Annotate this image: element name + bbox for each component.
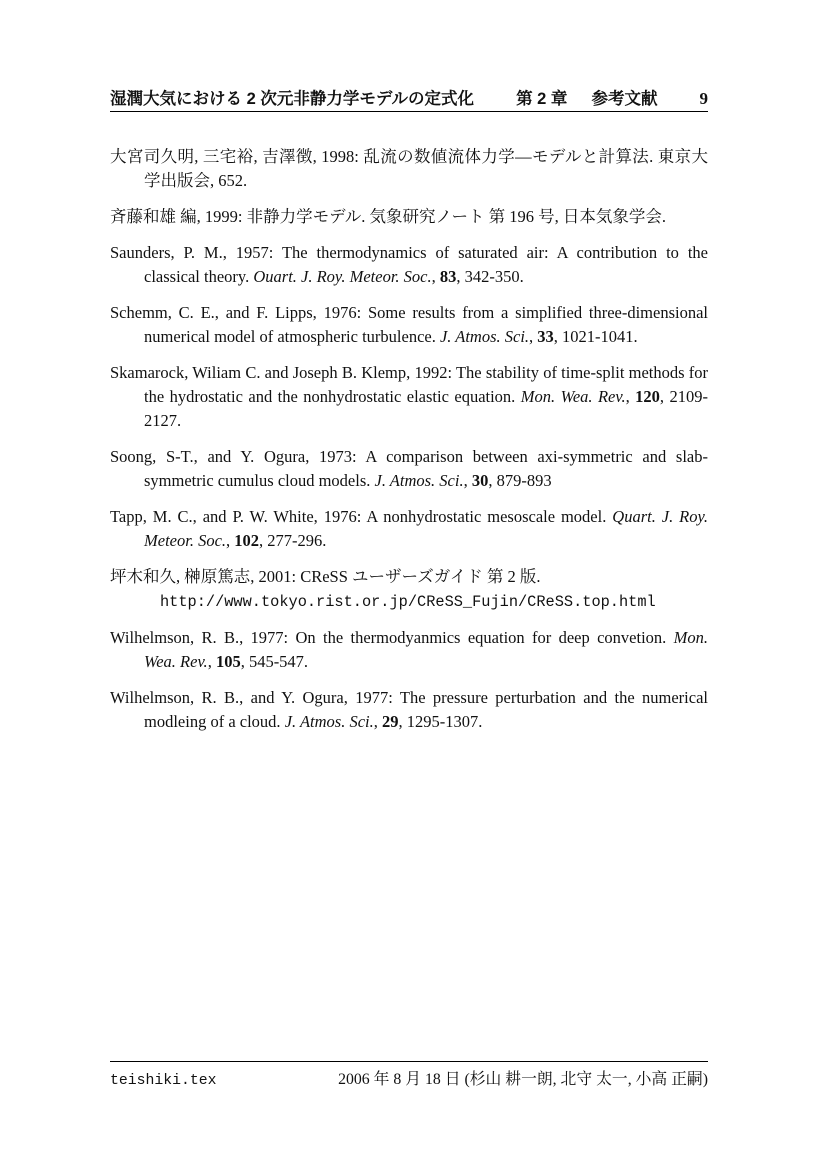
reference-entry: Skamarock, Wiliam C. and Joseph B. Klemp, 1992: The stability of time-split methods for the hydrostatic and the nonhydrostatic elastic equation. Mon. Wea. Rev., 120, 2109-2127. — [110, 363, 708, 430]
header-rule — [110, 111, 708, 112]
references-list — [110, 145, 708, 734]
reference-entry: Saunders, P. M., 1957: The thermodynamics of saturated air: A contribution to the classical theory. Ouart. J. Roy. Meteor. Soc., 83, 342-350. — [110, 243, 708, 286]
header-chapter-section — [516, 85, 657, 109]
header-document-title: 湿潤大気における 2 次元非静力学モデルの定式化 — [110, 90, 475, 108]
reference-entry: 斉藤和雄 編, 1999: 非静力学モデル. 気象研究ノート 第 196 号, 日本気象学会. — [110, 207, 667, 226]
footer-date-authors: 2006 年 8 月 18 日 (杉山 耕一朗, 北守 太一, 小高 正嗣) — [338, 1071, 708, 1088]
reference-entry: 坪木和久, 榊原篤志, 2001: CReSS ユーザーズガイド 第 2 版. http://www.tokyo.rist.or.jp/CReSS_Fujin/CReSS.top.html — [110, 567, 656, 611]
header-page-number: 9 — [699, 89, 708, 108]
header-chapter: 第 2 章 — [516, 90, 568, 108]
footer-filename: teishiki.tex — [110, 1073, 217, 1089]
reference-entry: Wilhelmson, R. B., 1977: On the thermodyanmics equation for deep convetion. Mon. Wea. Rev., 105, 545-547. — [110, 628, 708, 671]
running-header — [110, 85, 708, 109]
reference-entry: Wilhelmson, R. B., and Y. Ogura, 1977: The pressure perturbation and the numerical modleing of a cloud. J. Atmos. Sci., 29, 1295-1307. — [110, 688, 708, 731]
page-footer — [110, 1066, 708, 1089]
reference-entry: 大宮司久明, 三宅裕, 吉澤徴, 1998: 乱流の数値流体力学—モデルと計算法. 東京大学出版会, 652. — [110, 147, 708, 190]
reference-entry: Tapp, M. C., and P. W. White, 1976: A nonhydrostatic mesoscale model. Quart. J. Roy. Meteor. Soc., 102, 277-296. — [110, 507, 708, 550]
footer-rule — [110, 1061, 708, 1062]
reference-entry: Schemm, C. E., and F. Lipps, 1976: Some results from a simplified three-dimensional numerical model of atmospheric turbulence. J. Atmos. Sci., 33, 1021-1041. — [110, 303, 708, 346]
reference-entry: Soong, S-T., and Y. Ogura, 1973: A comparison between axi-symmetric and slab-symmetric cumulus cloud models. J. Atmos. Sci., 30, 879-893 — [110, 447, 708, 490]
header-section: 参考文献 — [591, 90, 658, 108]
